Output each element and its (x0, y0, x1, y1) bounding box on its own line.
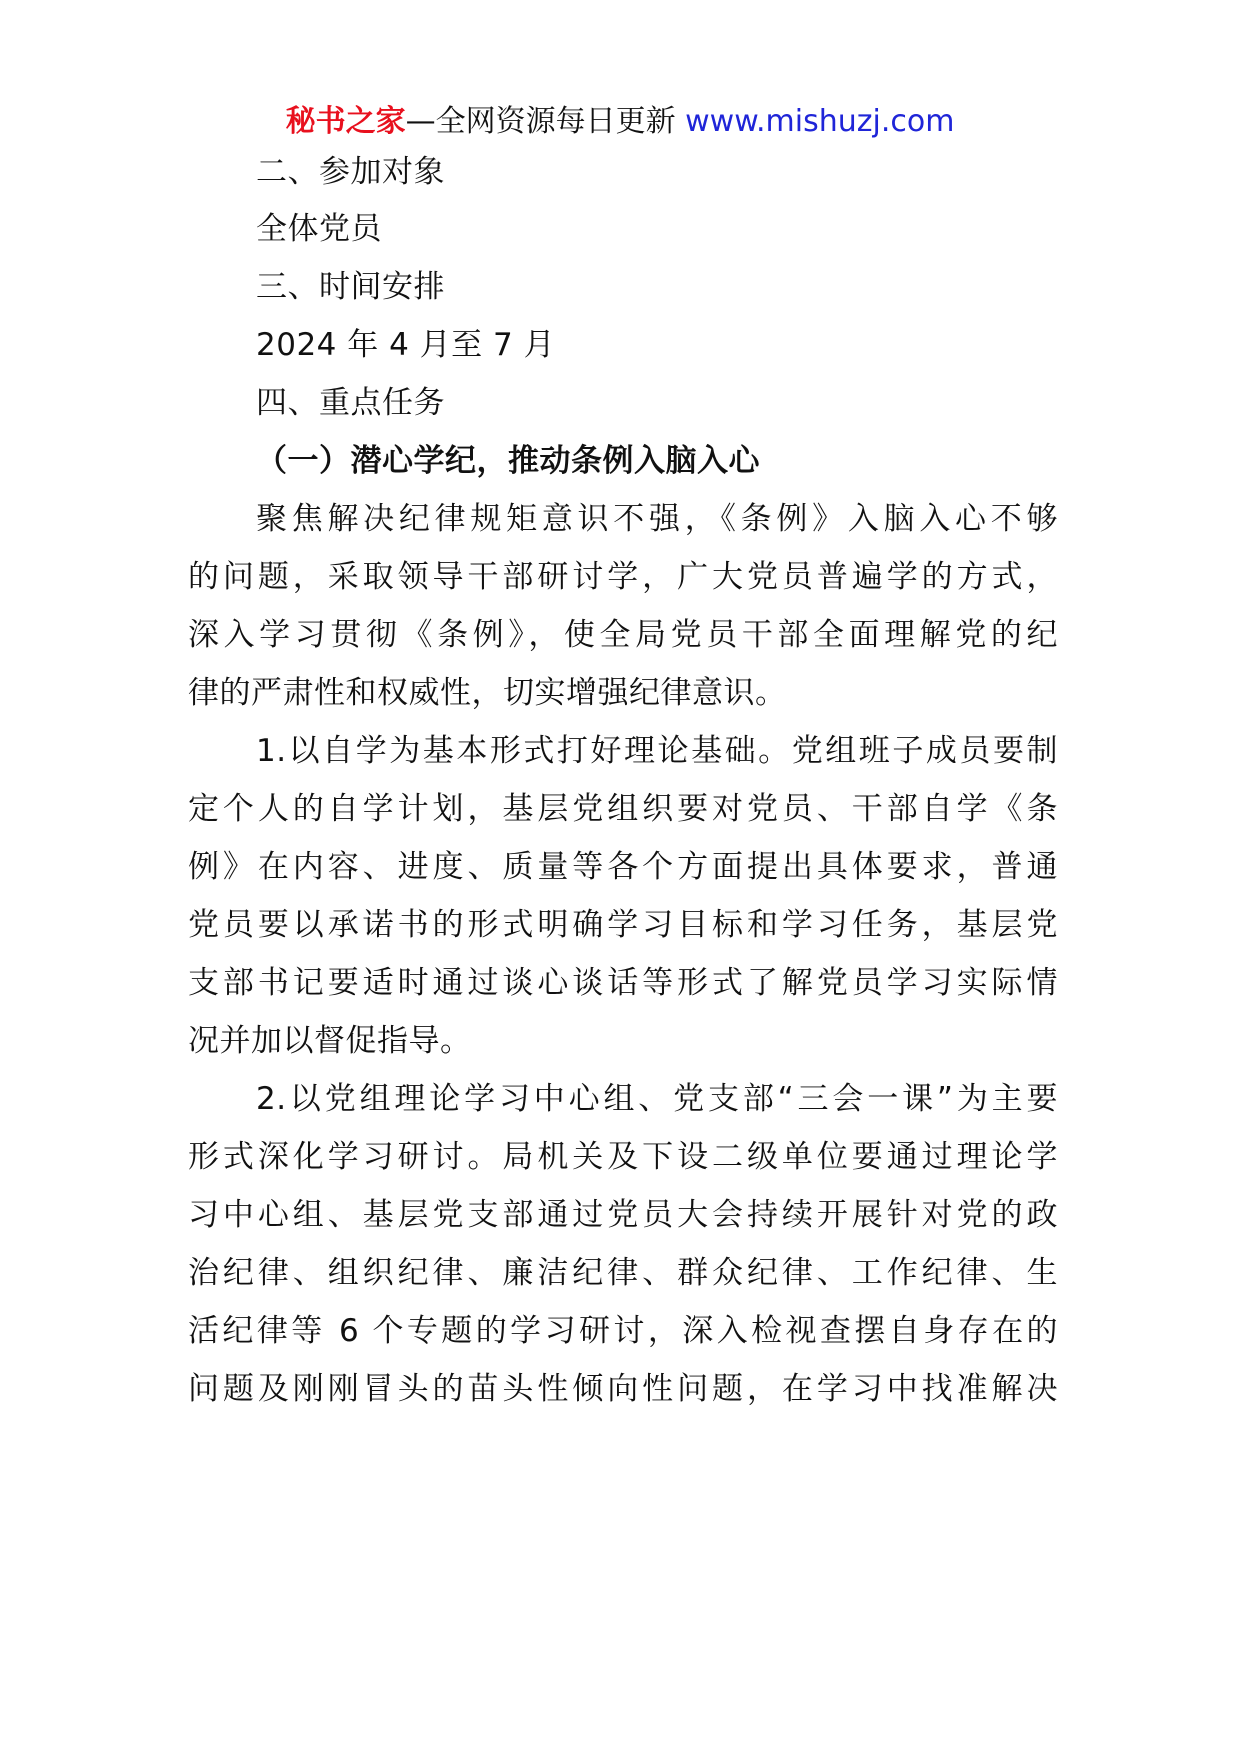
header-tagline: —全网资源每日更新 (405, 104, 686, 139)
paragraph-line: 律的严肃性和权威性，切实增强纪律意识。 (188, 675, 787, 711)
brand-name: 秘书之家 (285, 104, 406, 139)
paragraph-line: 问题及刚刚冒头的苗头性倾向性问题，在学习中找准解决 (188, 1371, 1058, 1407)
participants-text: 全体党员 (256, 211, 382, 247)
page-header (0, 102, 1240, 142)
section-heading-key-tasks: 四、重点任务 (256, 385, 445, 421)
paragraph-line: 的问题，采取领导干部研讨学，广大党员普遍学的方式， (188, 559, 1058, 595)
paragraph-line: 定个人的自学计划，基层党组织要对党员、干部自学《条 (188, 791, 1058, 827)
schedule-text: 2024 年 4 月至 7 月 (256, 327, 556, 363)
site-url-link[interactable]: www.mishuzj.com (685, 104, 955, 139)
paragraph-line: 治纪律、组织纪律、廉洁纪律、群众纪律、工作纪律、生 (188, 1255, 1058, 1291)
paragraph-line: 例》在内容、进度、质量等各个方面提出具体要求，普通 (188, 849, 1058, 885)
paragraph-line: 活纪律等 6 个专题的学习研讨，深入检视查摆自身存在的 (188, 1313, 1058, 1349)
paragraph-line: 深入学习贯彻《条例》，使全局党员干部全面理解党的纪 (188, 617, 1058, 653)
paragraph-line: 形式深化学习研讨。局机关及下设二级单位要通过理论学 (188, 1139, 1058, 1175)
paragraph-line: 况并加以督促指导。 (188, 1023, 472, 1059)
paragraph-line: 党员要以承诺书的形式明确学习目标和学习任务，基层党 (188, 907, 1058, 943)
paragraph-line: 聚焦解决纪律规矩意识不强，《条例》入脑入心不够 (256, 501, 1058, 537)
section-heading-schedule: 三、时间安排 (256, 269, 445, 305)
paragraph-line: 习中心组、基层党支部通过党员大会持续开展针对党的政 (188, 1197, 1058, 1233)
paragraph-line: 1.以自学为基本形式打好理论基础。党组班子成员要制 (256, 733, 1058, 769)
paragraph-line: 2.以党组理论学习中心组、党支部“三会一课”为主要 (256, 1081, 1058, 1117)
paragraph-line: 支部书记要适时通过谈心谈话等形式了解党员学习实际情 (188, 965, 1058, 1001)
subsection-heading: （一）潜心学纪，推动条例入脑入心 (256, 443, 760, 479)
section-heading-participants: 二、参加对象 (256, 154, 445, 190)
